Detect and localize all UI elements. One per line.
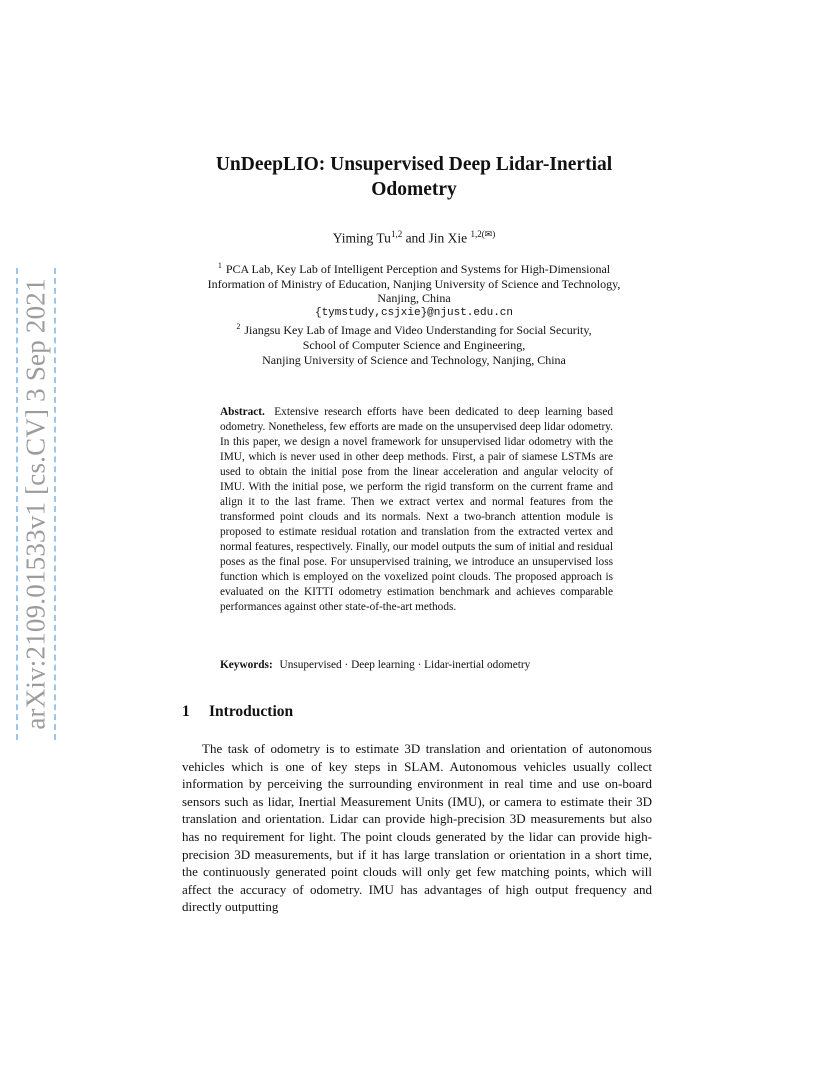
author-list: [140, 229, 688, 247]
keywords-text: Unsupervised · Deep learning · Lidar-inertial odometry: [279, 659, 531, 671]
author-name: Yiming Tu: [332, 230, 391, 246]
section-heading: [182, 703, 293, 721]
affiliation-line: Nanjing, China: [377, 291, 451, 306]
arxiv-stamp: [14, 268, 58, 740]
affiliation-number: 1: [217, 261, 222, 270]
keywords-label: Keywords:: [220, 659, 273, 671]
keywords: [220, 659, 613, 671]
arxiv-identifier: arXiv:2109.01533v1 [cs.CV] 3 Sep 2021: [20, 278, 51, 730]
paper-title: [140, 152, 688, 202]
abstract: [220, 405, 613, 615]
section-title: Introduction: [209, 703, 294, 720]
affiliations: [140, 259, 688, 367]
author-conjunction: and: [402, 230, 429, 246]
affiliation-line: Information of Ministry of Education, Nanjing University of Science and Technology,: [207, 276, 621, 291]
title-line-2: Odometry: [371, 179, 457, 200]
author-affiliation-mark: 1,2: [390, 229, 403, 239]
affiliation-line: $^2$ Jiangsu Key Lab of Image and Video Understanding for Social Security,: [236, 322, 592, 338]
intro-paragraph: The task of odometry is to estimate 3D translation and orientation of autonomous vehicles which is one of key steps in SLAM. Autonomous vehicles usually collect information by perceiving the surrounding environment in real time and use on-board sensors such as lidar, Inertial Measurement Units (IMU), or camera to estimate their 3D translation and orientation. Lidar can provide high-precision 3D measurements but also has no requirement for light. The point clouds generated by the lidar can provide high-precision 3D measurements, but if it has large translation or orientation in a short time, the continuously generated point clouds will only get few matching points, which will affect the accuracy of odometry. IMU has advantages of high output frequency and directly outputting: [182, 741, 652, 915]
affiliation-line: $^1$ PCA Lab, Key Lab of Intelligent Perception and Systems for High-Dimensional: [217, 261, 611, 276]
affiliation-line: School of Computer Science and Engineering,: [302, 337, 526, 352]
affiliation-line: Nanjing University of Science and Technology, Nanjing, China: [262, 352, 566, 367]
title-line-1: UnDeepLIO: Unsupervised Deep Lidar-Inertial: [215, 154, 613, 175]
email-address: {tymstudy,csjxie}@njust.edu.cn: [314, 306, 514, 319]
stamp-border-left: [16, 268, 18, 740]
author-name: Jin Xie: [428, 230, 471, 246]
author-affiliation-mark: 1,2(✉): [470, 229, 496, 239]
affiliation-number: 2: [236, 322, 241, 332]
abstract-text: Extensive research efforts have been dedicated to deep learning based odometry. Nonetheless, few efforts are made on the unsupervised deep lidar odometry. In this paper, we design a novel framework for unsupervised lidar odometry with the IMU, which is never used in other deep methods. First, a pair of siamese LSTMs are used to obtain the initial pose from the linear acceleration and angular velocity of IMU. With the initial pose, we perform the rigid transform on the current frame and align it to the last frame. Then we extract vertex and normal features from the transformed point clouds and its normals. Next a two-branch attention module is proposed to estimate residual rotation and translation from the extracted vertex and normal features, respectively. Finally, our model outputs the sum of initial and residual poses as the final pose. For unsupervised training, we introduce an unsupervised loss function which is employed on the voxelized point clouds. The proposed approach is evaluated on the KITTI odometry estimation benchmark and achieves comparable performances against other state-of-the-art methods.: [220, 406, 613, 613]
section-number: 1: [182, 703, 190, 720]
stamp-border-right: [54, 268, 56, 740]
abstract-label: Abstract.: [220, 406, 265, 418]
